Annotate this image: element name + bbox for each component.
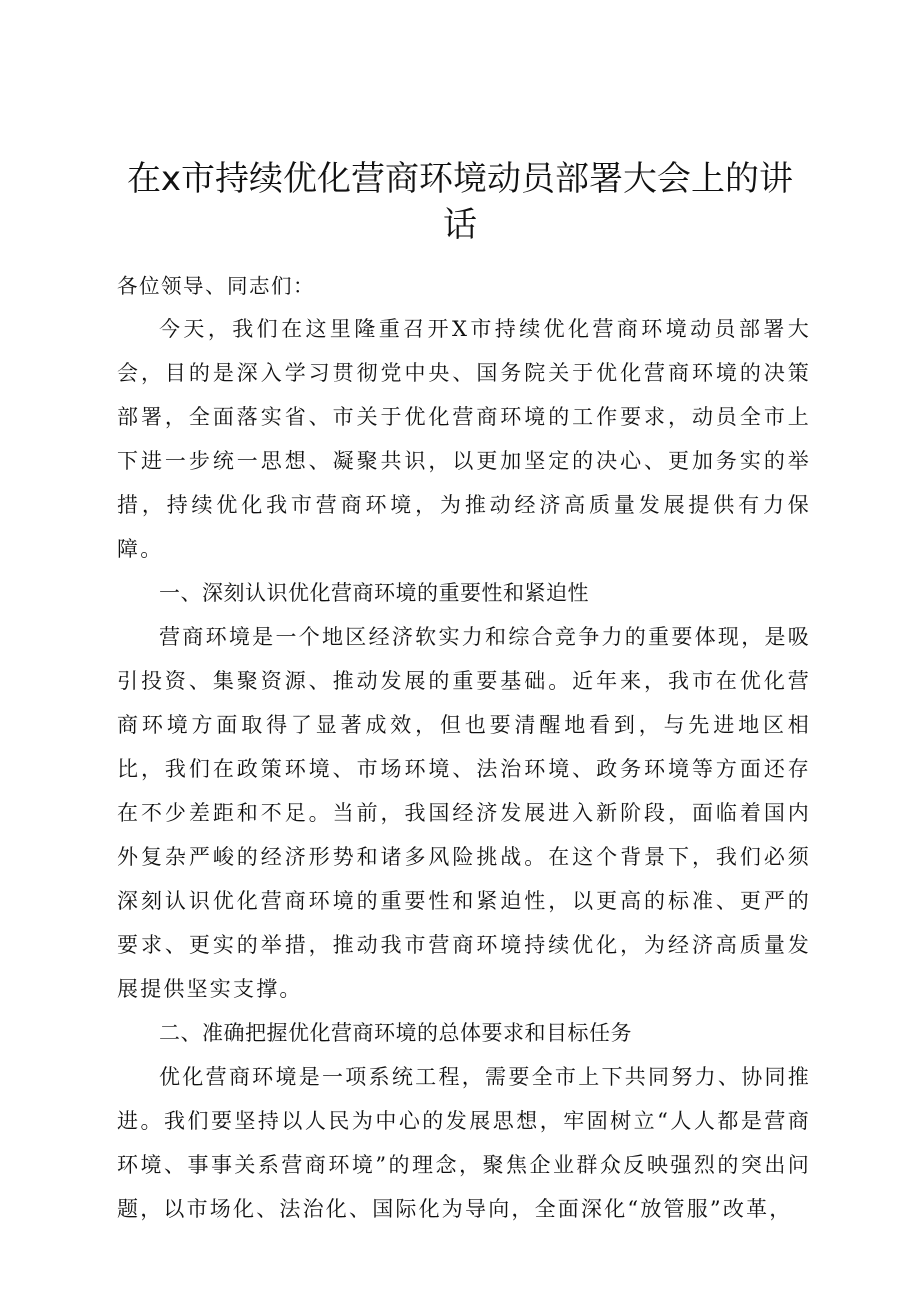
document-body — [117, 265, 811, 1231]
section-2-paragraph: 优化营商环境是一项系统工程，需要全市上下共同努力、协同推进。我们要坚持以人民为中心的发展思想，牢固树立“人人都是营商环境、事事关系营商环境”的理念，聚焦企业群众反映强烈的突出问题，以市场化、法治化、国际化为导向，全面深化“放管服”改革， — [117, 1065, 811, 1221]
intro-paragraph: 今天，我们在这里隆重召开X市持续优化营商环境动员部署大会，目的是深入学习贯彻党中央、国务院关于优化营商环境的决策部署，全面落实省、市关于优化营商环境的工作要求，动员全市上下进一步统一思想、凝聚共识，以更加坚定的决心、更加务实的举措，持续优化我市营商环境，为推动经济高质量发展提供有力保障。 — [117, 317, 811, 561]
salutation: 各位领导、同志们： — [117, 274, 315, 298]
document-title: 在x市持续优化营商环境动员部署大会上的讲话 — [126, 159, 794, 245]
section-heading-2: 二、准确把握优化营商环境的总体要求和目标任务 — [159, 1021, 632, 1045]
section-1-paragraph: 营商环境是一个地区经济软实力和综合竞争力的重要体现，是吸引投资、集聚资源、推动发展的重要基础。近年来，我市在优化营商环境方面取得了显著成效，但也要清醒地看到，与先进地区相比，我们在政策环境、市场环境、法治环境、政务环境等方面还存在不少差距和不足。当前，我国经济发展进入新阶段，面临着国内外复杂严峻的经济形势和诸多风险挑战。在这个背景下，我们必须深刻认识优化营商环境的重要性和紧迫性，以更高的标准、更严的要求、更实的举措，推动我市营商环境持续优化，为经济高质量发展提供坚实支撑。 — [117, 625, 811, 1001]
section-heading-1: 一、深刻认识优化营商环境的重要性和紧迫性 — [159, 581, 589, 605]
